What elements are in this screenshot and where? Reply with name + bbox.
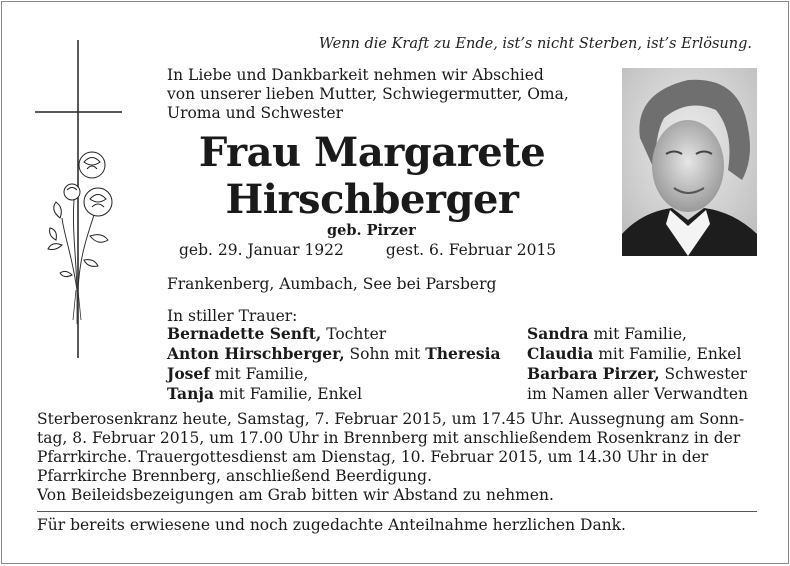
deceased-name-line1: Frau Margarete bbox=[198, 129, 546, 176]
birth-name: geb. Pirzer bbox=[327, 222, 416, 239]
mourning-heading: In stiller Trauer: bbox=[167, 307, 298, 325]
notice-line: tag, 8. Februar 2015, um 17.00 Uhr in Brennberg mit anschließendem Rosenkranz in der bbox=[37, 429, 741, 447]
deceased-name-line2: Hirschberger bbox=[225, 176, 519, 223]
deceased-name bbox=[152, 129, 592, 223]
mourner-entry: Josef mit Familie, bbox=[167, 364, 309, 383]
service-notice bbox=[37, 410, 757, 486]
birth-date: geb. 29. Januar 1922 bbox=[179, 241, 344, 259]
mourner-entry: im Namen aller Verwandten bbox=[527, 385, 748, 403]
condolence-note: Von Beileidsbezeigungen am Grab bitten wir Abstand zu nehmen. bbox=[37, 486, 554, 504]
notice-line: Pfarrkirche Brennberg, anschließend Beerdigung. bbox=[37, 467, 433, 485]
mourners-left-column bbox=[167, 324, 501, 404]
divider bbox=[37, 511, 757, 512]
mourner-entry: Barbara Pirzer, Schwester bbox=[527, 364, 748, 383]
notice-line: Pfarrkirche. Trauergottesdienst am Dienstag, 10. Februar 2015, um 14.30 Uhr in der bbox=[37, 448, 709, 466]
mourner-entry: Claudia mit Familie, Enkel bbox=[527, 344, 742, 363]
death-date: gest. 6. Februar 2015 bbox=[385, 241, 557, 259]
places: Frankenberg, Aumbach, See bei Parsberg bbox=[167, 275, 497, 293]
obituary-notice bbox=[1, 1, 789, 564]
intro-line: Uroma und Schwester bbox=[167, 104, 343, 122]
mourners-right-column bbox=[527, 324, 748, 404]
mourner-entry: Tanja mit Familie, Enkel bbox=[167, 384, 363, 403]
motto: Wenn die Kraft zu Ende, ist’s nicht Sterben, ist’s Erlösung. bbox=[318, 36, 752, 52]
mourner-entry: Sandra mit Familie, bbox=[527, 324, 687, 343]
thanks-line: Für bereits erwiesene und noch zugedachte Anteilnahme herzlichen Dank. bbox=[37, 516, 626, 534]
intro-line: von unserer lieben Mutter, Schwiegermutter, Oma, bbox=[167, 85, 569, 103]
mourner-entry: Bernadette Senft, Tochter bbox=[167, 324, 387, 343]
portrait-photo bbox=[622, 68, 757, 256]
intro-line: In Liebe und Dankbarkeit nehmen wir Abschied bbox=[167, 66, 544, 84]
intro-text bbox=[167, 66, 597, 123]
life-dates bbox=[179, 241, 556, 259]
mourner-entry: Anton Hirschberger, Sohn mit Theresia bbox=[167, 344, 501, 363]
cross-with-roses-icon bbox=[32, 40, 124, 360]
notice-line: Sterberosenkranz heute, Samstag, 7. Februar 2015, um 17.45 Uhr. Aussegnung am Sonn- bbox=[37, 410, 745, 428]
